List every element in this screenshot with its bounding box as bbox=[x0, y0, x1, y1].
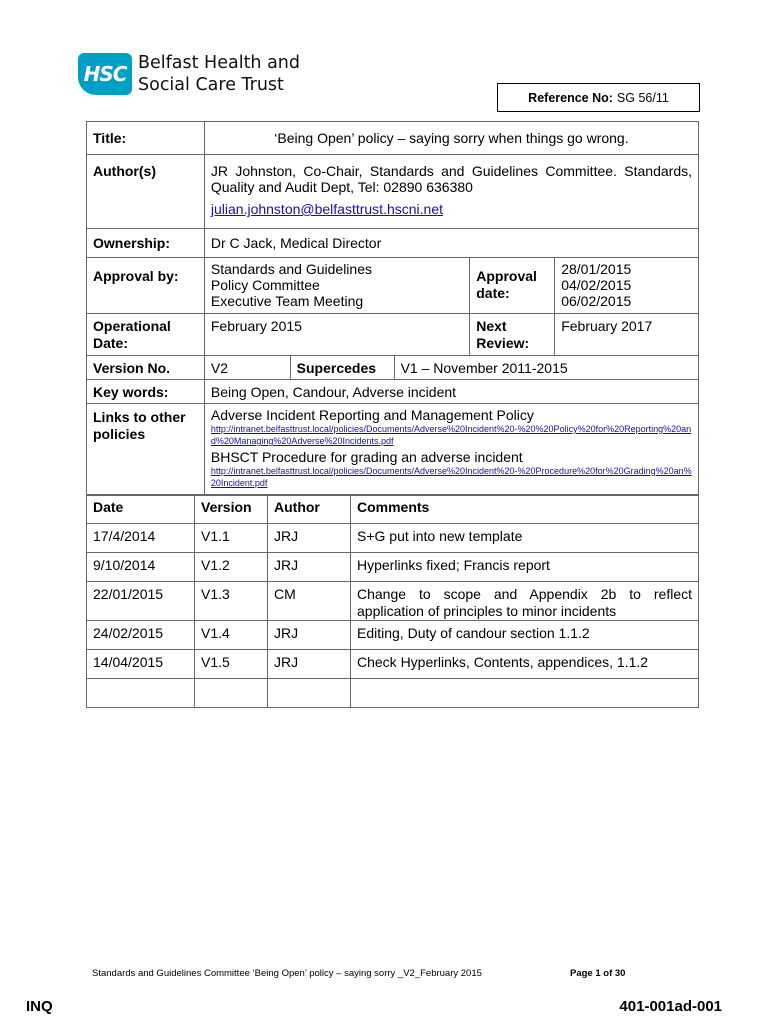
title-label: Title: bbox=[87, 122, 205, 155]
links-cell bbox=[204, 404, 698, 496]
bottom-left-stamp: INQ bbox=[26, 998, 53, 1015]
next-review-value: February 2017 bbox=[555, 314, 699, 356]
reference-box bbox=[497, 83, 700, 112]
next-review-label: Next Review: bbox=[470, 314, 555, 356]
bottom-right-stamp: 401-001ad-001 bbox=[619, 998, 722, 1015]
row-date: 22/01/2015 bbox=[87, 582, 195, 621]
ownership-label: Ownership: bbox=[87, 229, 205, 258]
hsc-logo bbox=[78, 52, 300, 96]
version-label: Version No. bbox=[87, 356, 205, 380]
row-date: 14/04/2015 bbox=[87, 650, 195, 679]
approval-label: Approval by: bbox=[87, 258, 205, 314]
row-version: V1.4 bbox=[195, 621, 268, 650]
table-row bbox=[87, 524, 699, 553]
row-comment bbox=[351, 679, 699, 708]
row-version: V1.1 bbox=[195, 524, 268, 553]
ownership-value: Dr C Jack, Medical Director bbox=[204, 229, 698, 258]
row-author: JRJ bbox=[268, 524, 351, 553]
history-header-row bbox=[87, 495, 699, 524]
table-row bbox=[87, 582, 699, 621]
supercedes-value: V1 – November 2011-2015 bbox=[394, 356, 698, 380]
row-comment: S+G put into new template bbox=[351, 524, 699, 553]
approval-date-label: Approval date: bbox=[470, 258, 555, 314]
supercedes-label: Supercedes bbox=[290, 356, 394, 380]
trust-name bbox=[138, 52, 300, 96]
row-version bbox=[195, 679, 268, 708]
row-author: JRJ bbox=[268, 553, 351, 582]
revision-history-table bbox=[86, 494, 699, 708]
reference-value: SG 56/11 bbox=[616, 90, 669, 105]
approval-line1: Standards and Guidelines bbox=[210, 261, 372, 277]
row-comment: Change to scope and Appendix 2b to reflect application of principles to minor incidents bbox=[351, 582, 699, 621]
row-version: V1.5 bbox=[195, 650, 268, 679]
history-header-comments: Comments bbox=[351, 495, 699, 524]
version-value: V2 bbox=[204, 356, 290, 380]
authors-email-link[interactable]: julian.johnston@belfasttrust.hscni.net bbox=[210, 201, 443, 217]
keywords-label: Key words: bbox=[87, 380, 205, 404]
row-author: JRJ bbox=[268, 650, 351, 679]
keywords-value: Being Open, Candour, Adverse incident bbox=[204, 380, 698, 404]
trust-name-line1: Belfast Health and bbox=[138, 53, 301, 73]
title-value: ‘Being Open’ policy – saying sorry when things go wrong. bbox=[204, 122, 698, 155]
history-header-author: Author bbox=[268, 495, 351, 524]
row-author bbox=[268, 679, 351, 708]
trust-name-line2: Social Care Trust bbox=[138, 75, 284, 95]
link2-title: BHSCT Procedure for grading an adverse incident bbox=[210, 449, 523, 465]
link2-url[interactable]: http://intranet.belfasttrust.local/policies/Documents/Adverse%20Incident%20-%20Procedure%20for%20Grading%20an%20Incident.pdf bbox=[210, 466, 692, 488]
table-row bbox=[87, 650, 699, 679]
operational-value: February 2015 bbox=[204, 314, 469, 356]
row-date: 17/4/2014 bbox=[87, 524, 195, 553]
policy-metadata-table bbox=[86, 121, 699, 496]
row-author: JRJ bbox=[268, 621, 351, 650]
history-header-version: Version bbox=[195, 495, 268, 524]
row-version: V1.3 bbox=[195, 582, 268, 621]
operational-label: Operational Date: bbox=[87, 314, 205, 356]
reference-label: Reference No: bbox=[528, 90, 613, 105]
table-row bbox=[87, 621, 699, 650]
row-date bbox=[87, 679, 195, 708]
links-label: Links to other policies bbox=[87, 404, 205, 496]
history-header-date: Date bbox=[87, 495, 195, 524]
row-date: 24/02/2015 bbox=[87, 621, 195, 650]
authors-label: Author(s) bbox=[87, 155, 205, 229]
row-comment: Editing, Duty of candour section 1.1.2 bbox=[351, 621, 699, 650]
approval-date-2: 04/02/2015 bbox=[561, 277, 632, 293]
row-author: CM bbox=[268, 582, 351, 621]
authors-value: JR Johnston, Co-Chair, Standards and Guidelines Committee. Standards, Quality and Audit Dept, Tel: 02890 636380 bbox=[210, 163, 692, 195]
row-comment: Check Hyperlinks, Contents, appendices, 1.1.2 bbox=[351, 650, 699, 679]
authors-cell bbox=[204, 155, 698, 229]
link1-url[interactable]: http://intranet.belfasttrust.local/policies/Documents/Adverse%20Incident%20-%20%20Policy%20for%20Reporting%20and%20Managing%20Adverse%20Incidents.pdf bbox=[210, 424, 692, 446]
hsc-badge: HSC bbox=[78, 53, 132, 95]
approval-date-3: 06/02/2015 bbox=[561, 293, 632, 309]
row-comment: Hyperlinks fixed; Francis report bbox=[351, 553, 699, 582]
approval-value bbox=[204, 258, 469, 314]
footer-document-title: Standards and Guidelines Committee ‘Being Open’ policy – saying sorry _V2_February 2015 bbox=[92, 968, 482, 979]
approval-dates bbox=[555, 258, 699, 314]
approval-date-1: 28/01/2015 bbox=[561, 261, 632, 277]
footer-page-number: Page 1 of 30 bbox=[570, 968, 626, 979]
row-date: 9/10/2014 bbox=[87, 553, 195, 582]
row-version: V1.2 bbox=[195, 553, 268, 582]
table-row bbox=[87, 679, 699, 708]
link1-title: Adverse Incident Reporting and Management Policy bbox=[210, 407, 534, 423]
table-row bbox=[87, 553, 699, 582]
approval-line2: Policy Committee bbox=[210, 277, 320, 293]
approval-line3: Executive Team Meeting bbox=[210, 293, 364, 309]
